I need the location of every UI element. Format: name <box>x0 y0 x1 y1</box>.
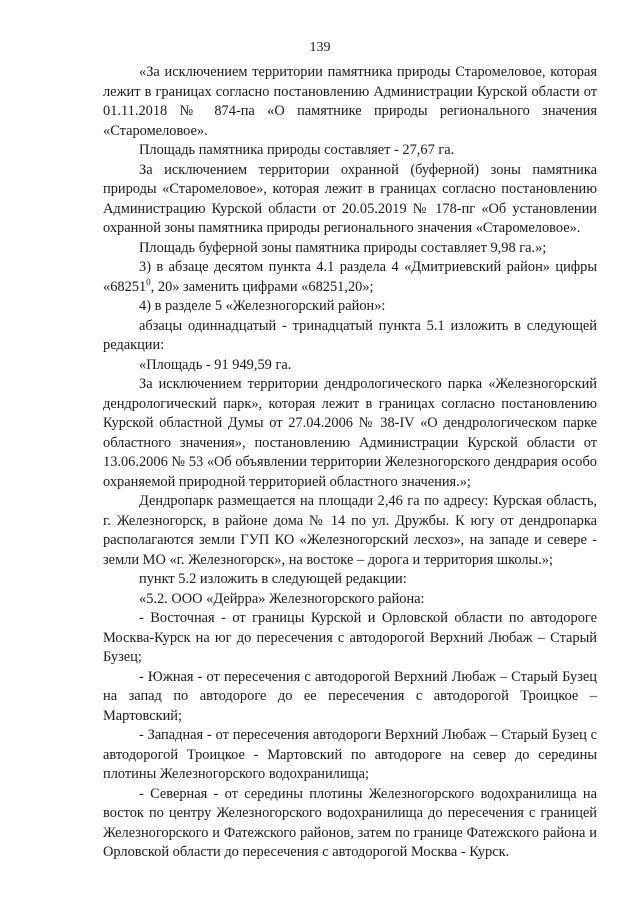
paragraph: - Южная - от пересечения с автодорогой Верхний Любаж – Старый Бузец на запад по автодороге до ее пересечения с автодорогой Троицкое – Мартовский; <box>103 668 597 724</box>
paragraph: Дендропарк размещается на площади 2,46 га по адресу: Курская область, г. Железногорск, в районе дома № 14 по ул. Дружбы. К югу от дендропарка располагаются земли ГУП КО «Железногорский лесхоз», на западе и севере - земли МО «г. Железногорск», на востоке – дорога и территория школы.»; <box>103 493 597 568</box>
page-number: 139 <box>309 40 331 55</box>
paragraph: - Северная - от середины плотины Железногорского водохранилища на восток по центру Железногорского водохранилища до пересечения с границей Железногорского и Фатежского районов, затем по границе Фатежского района и Орловской области до пересечения с автодорогой Москва - Курск. <box>103 785 597 860</box>
paragraph: - Западная - от пересечения автодороги Верхний Любаж – Старый Бузец с автодорогой Троицкое - Мартовский по автодороге на север до середины плотины Железногорского водохранилища; <box>103 727 597 782</box>
paragraph-text: 3) в абзаце десятом пункта 4.1 раздела 4 «Дмитриевский район» цифры «68251 <box>103 259 597 295</box>
paragraph: За исключением территории охранной (буферной) зоны памятника природы «Старомеловое», которая лежит в границах согласно постановлению Администрацию Курской области от 20.05.2019 № 178-пг «Об установлении охранной зоны памятника природы регионального значения «Старомеловое». <box>103 161 597 236</box>
paragraph: «5.2. ООО «Дейрра» Железногорского района: <box>139 590 425 607</box>
paragraph: За исключением территории дендрологического парка «Железногорский дендрологический парк», которая лежит в границах согласно постановлению Курской областной Думы от 27.04.2006 № 38-IV «О дендрологическом парке областного значения», постановлению Администрации Курской области от 13.06.2006 № 53 «Об объявлении территории Железногорского дендрария особо охраняемой природной территорией областного значения.»; <box>103 376 597 490</box>
paragraph: «Площадь - 91 949,59 га. <box>139 356 292 373</box>
paragraph: Площадь буферной зоны памятника природы составляет 9,98 га.»; <box>139 239 547 256</box>
paragraph: 4) в разделе 5 «Железногорский район»: <box>139 298 386 314</box>
document-body <box>103 63 597 863</box>
paragraph <box>103 258 597 297</box>
paragraph: Площадь памятника природы составляет - 27,67 га. <box>139 142 455 158</box>
paragraph: «За исключением территории памятника природы Старомеловое, которая лежит в границах согласно постановлению Администрации Курской области от 01.11.2018 № 874-па «О памятнике природы регионального значения «Старомеловое». <box>103 64 597 139</box>
paragraph-text: , 20» заменить цифрами «68251,20»; <box>150 278 374 295</box>
paragraph: пункт 5.2 изложить в следующей редакции: <box>139 571 407 587</box>
superscript: 0 <box>146 276 151 287</box>
paragraph: - Восточная - от границы Курской и Орловской области по автодороге Москва-Курск на юг до пересечения с автодорогой Верхний Любаж – Старый Бузец; <box>103 610 597 665</box>
paragraph: абзацы одиннадцатый - тринадцатый пункта 5.1 изложить в следующей редакции: <box>103 317 597 353</box>
